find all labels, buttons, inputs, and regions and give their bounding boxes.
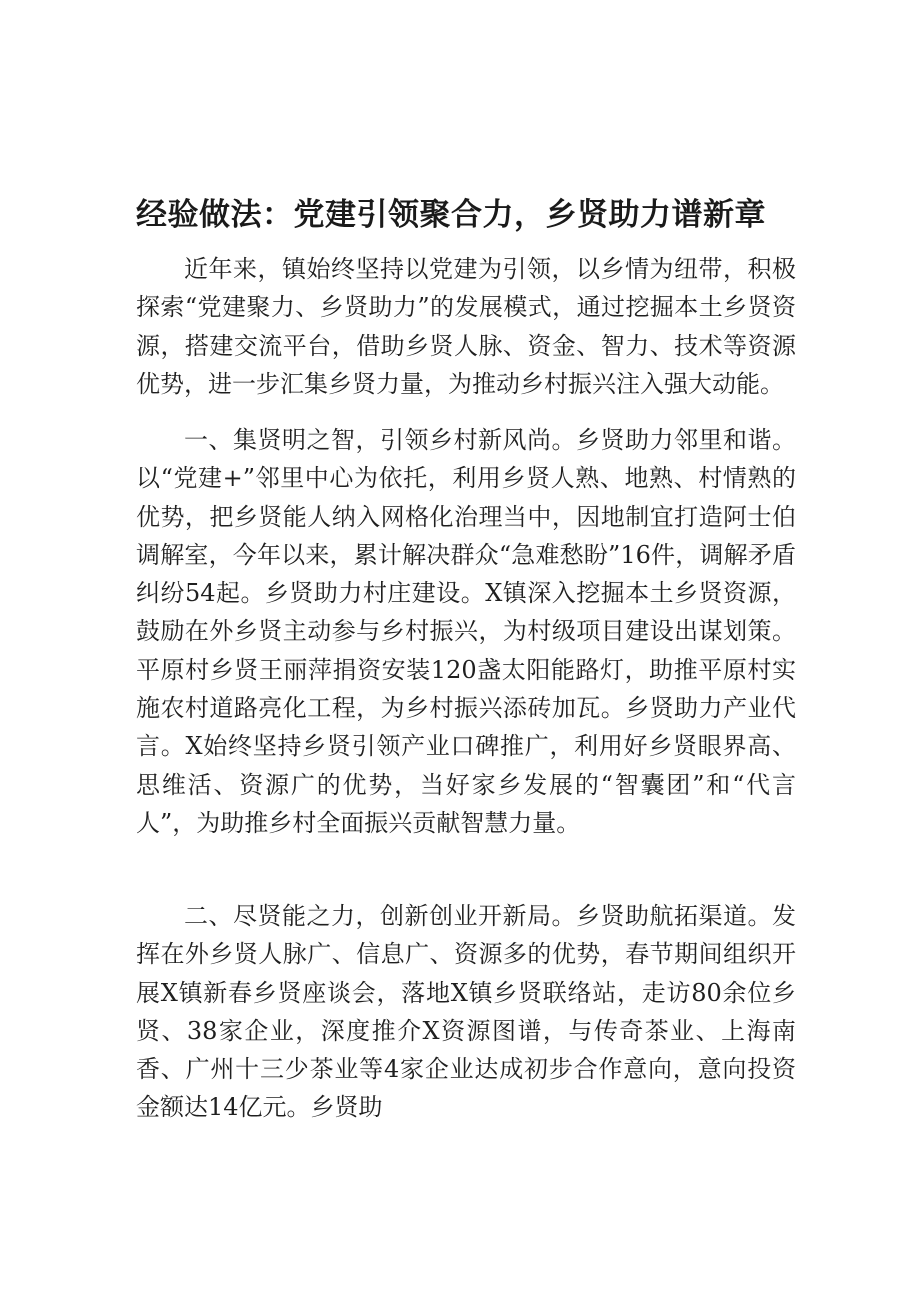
paragraph-section-1: 一、集贤明之智，引领乡村新风尚。乡贤助力邻里和谐。以“党建+”邻里中心为依托，利用乡贤人熟、地熟、村情熟的优势，把乡贤能人纳入网格化治理当中，因地制宜打造阿士伯调解室，今年以来，累计解决群众“急难愁盼”16件，调解矛盾纠纷54起。乡贤助力村庄建设。X镇深入挖掘本土乡贤资源，鼓励在外乡贤主动参与乡村振兴，为村级项目建设出谋划策。平原村乡贤王丽萍捐资安装120盏太阳能路灯，助推平原村实施农村道路亮化工程，为乡村振兴添砖加瓦。乡贤助力产业代言。X始终坚持乡贤引领产业口碑推广，利用好乡贤眼界高、思维活、资源广的优势，当好家乡发展的“智囊团”和“代言人”，为助推乡村全面振兴贡献智慧力量。 — [136, 426, 796, 837]
paragraph-intro: 近年来，镇始终坚持以党建为引领，以乡情为纽带，积极探索“党建聚力、乡贤助力”的发展模式，通过挖掘本土乡贤资源，搭建交流平台，借助乡贤人脉、资金、智力、技术等资源优势，进一步汇集乡贤力量，为推动乡村振兴注入强大动能。 — [136, 255, 796, 398]
paragraph-section-2: 二、尽贤能之力，创新创业开新局。乡贤助航拓渠道。发挥在外乡贤人脉广、信息广、资源多的优势，春节期间组织开展X镇新春乡贤座谈会，落地X镇乡贤联络站，走访80余位乡贤、38家企业，深度推介X资源图谱，与传奇茶业、上海南香、广州十三少茶业等4家企业达成初步合作意向，意向投资金额达14亿元。乡贤助 — [136, 902, 796, 1122]
document-title: 经验做法：党建引领聚合力，乡贤助力谱新章 — [136, 197, 766, 233]
